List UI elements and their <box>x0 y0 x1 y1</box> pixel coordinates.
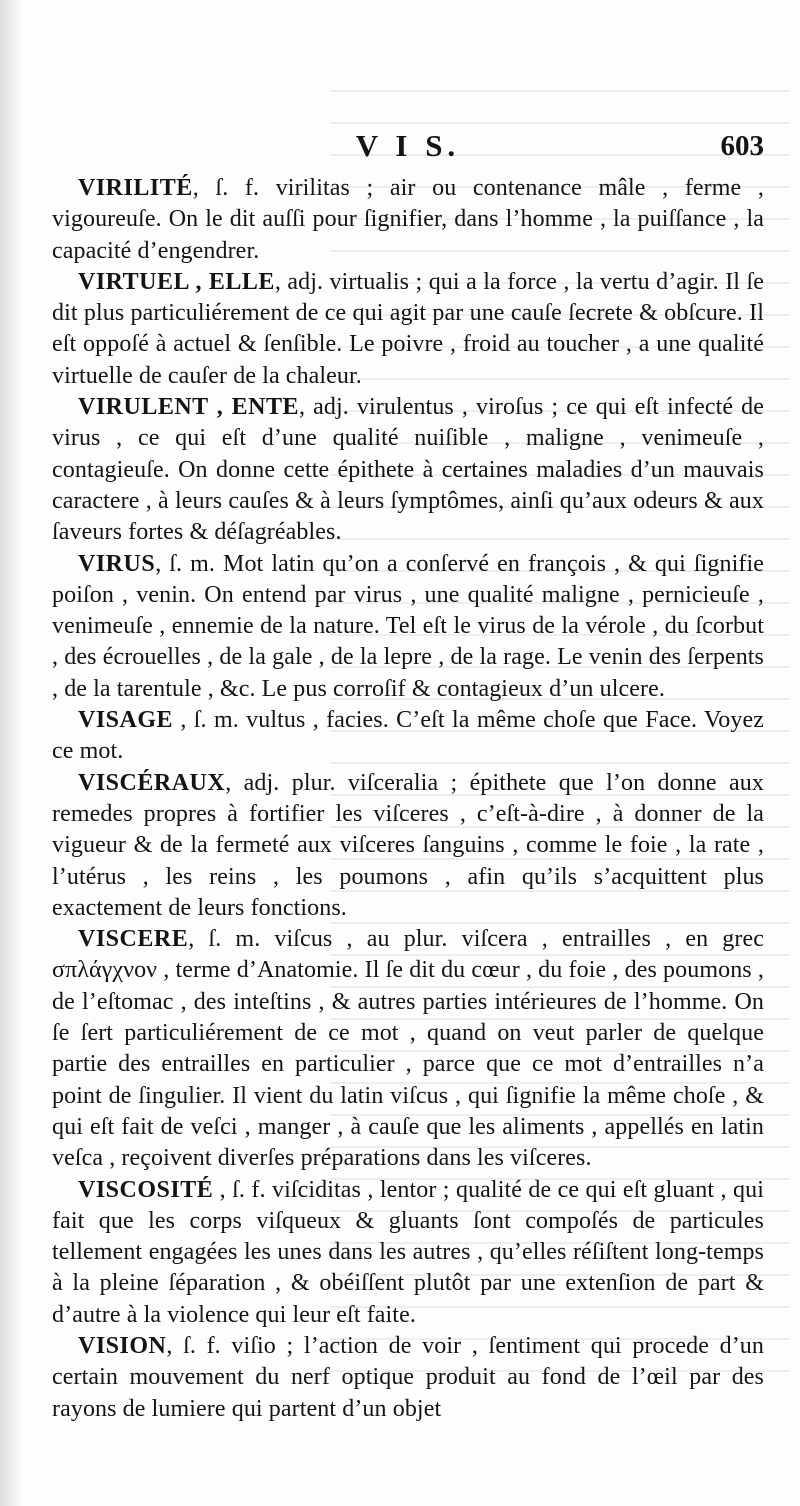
entry-headword: VIRULENT , ENTE <box>78 394 299 421</box>
entry-visceraux <box>52 768 764 924</box>
entry-visage <box>52 705 764 768</box>
entry-text: , ſ. m. Mot latin qu’on a conſervé en françois , & qui ſignifie poiſon , venin. On entend par virus , une qualité maligne , pernicieuſe , venimeuſe , ennemie de la nature. Tel eſt le virus de la vérole , du ſcorbut , des écrouelles , de la gale , de la lepre , de la rage. Le venin des ſerpents , de la tarentule , &c. Le pus corroſif & contagieux d’un ulcere. <box>52 550 764 702</box>
entry-virtuel <box>52 267 764 392</box>
page-number: 603 <box>720 130 764 162</box>
entry-text: , ſ. f. virilitas ; air ou contenance mâle , ferme , vigoureuſe. On le dit auſſi pour ſignifier, dans l’homme , la puiſſance , la capacité d’engendrer. <box>52 175 764 264</box>
entry-headword: VIRILITÉ <box>78 175 193 201</box>
entry-headword: VISION <box>78 1332 167 1359</box>
entry-vision <box>52 1331 764 1425</box>
entry-text: , ſ. f. viſio ; l’action de voir , ſentiment qui procede d’un certain mouvement du nerf optique produit au fond de l’œil par des rayons de lumiere qui partent d’un objet <box>52 1332 764 1422</box>
entry-viscere <box>52 924 764 1174</box>
entry-text: , ſ. m. vultus , facies. C’eſt la même choſe que Face. Voyez ce mot. <box>52 707 764 765</box>
entry-text: , ſ. f. viſciditas , lentor ; qualité de ce qui eſt gluant , qui fait que les corps viſqueux & gluants ſont compoſés de particules tellement engagées les unes dans les autres , qu’elles réſiſtent long-temps à la pleine ſéparation , & obéiſſent plutôt par une extenſion de part & d’autre à la violence qui leur eſt faite. <box>52 1176 764 1328</box>
entry-headword: VISCOSITÉ <box>78 1176 214 1203</box>
entry-virilite <box>52 173 764 267</box>
entry-text: , ſ. m. viſcus , au plur. viſcera , entrailles , en grec σπλάγχνον , terme d’Anatomie. Il ſe dit du cœur , du foie , des poumons , de l’eſtomac , des inteſtins , & autres parties intérieures de l’homme. On ſe ſert particuliérement de ce mot , quand on veut parler de quelque partie des entrailles en particulier , parce que ce mot d’entrailles n’a point de ſingulier. Il vient du latin viſcus , qui ſignifie la même choſe , & qui eſt fait de veſci , manger , à cauſe que les aliments , appellés en latin veſca , reçoivent diverſes préparations dans les viſceres. <box>52 926 764 1172</box>
entry-headword: VISCERE <box>78 926 189 953</box>
entry-viscosite <box>52 1175 764 1331</box>
running-head: V I S. <box>355 128 461 163</box>
entry-text: , adj. virtualis ; qui a la force , la vertu d’agir. Il ſe dit plus particuliérement de ce qui agit par une cauſe ſecrete & obſcure. Il eſt oppoſé à actuel & ſenſible. Le poivre , froid au toucher , a une qualité virtuelle de cauſer de la chaleur. <box>52 268 764 389</box>
entry-virulent <box>52 392 764 548</box>
entry-headword: VISCÉRAUX <box>78 769 226 796</box>
page-gutter-shadow <box>0 0 22 1506</box>
entry-headword: VIRTUEL , ELLE <box>78 268 275 295</box>
entry-headword: VIRUS <box>78 550 156 577</box>
entry-virus <box>52 549 764 705</box>
entry-text: , adj. virulentus , viroſus ; ce qui eſt infecté de virus , ce qui eſt d’une qualité nuiſible , maligne , venimeuſe , contagieuſe. On donne cette épithete à certaines maladies d’un mauvais caractere , à leurs cauſes & à leurs ſymptômes, ainſi qu’aux odeurs & aux ſaveurs fortes & déſagréables. <box>52 394 764 546</box>
entry-text: , adj. plur. viſceralia ; épithete que l’on donne aux remedes propres à fortifier les viſceres , c’eſt-à-dire , à donner de la vigueur & de la fermeté aux viſceres ſanguins , comme le foie , la rate , l’utérus , les reins , les poumons , afin qu’ils s’acquittent plus exactement de leurs fonctions. <box>52 769 764 921</box>
dictionary-entries <box>52 173 764 1425</box>
entry-headword: VISAGE <box>78 707 174 734</box>
page-header <box>52 122 764 172</box>
